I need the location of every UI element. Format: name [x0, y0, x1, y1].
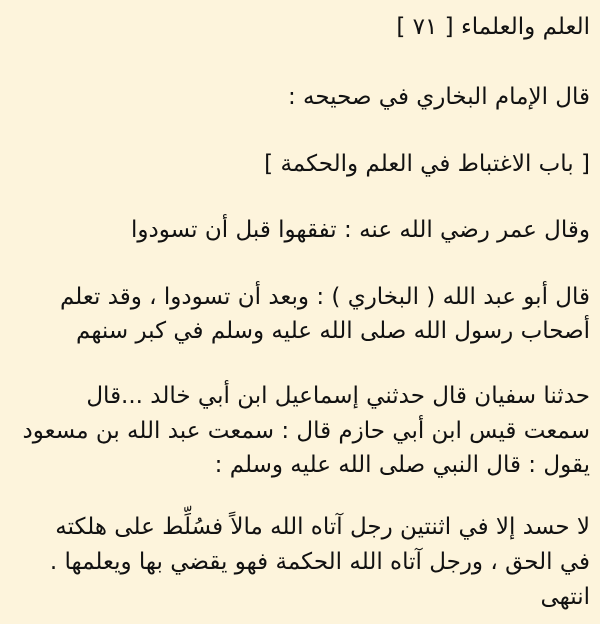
- text-line: سمعت قيس ابن أبي حازم قال : سمعت عبد الله بن مسعود: [22, 418, 590, 444]
- text-line: لا حسد إلا في اثنتين رجل آتاه الله مالاً فسُلِّط على هلكته: [55, 514, 590, 540]
- heading-line: العلم والعلماء [ ٧١ ]: [396, 14, 590, 40]
- chapter-title-line: [ باب الاغتباط في العلم والحكمة ]: [264, 151, 590, 177]
- text-line: أصحاب رسول الله صلى الله عليه وسلم في كبر سنهم: [76, 318, 590, 344]
- text-line: انتهى: [540, 584, 590, 610]
- text-line: في الحق ، ورجل آتاه الله الحكمة فهو يقضي بها ويعلمها .: [49, 549, 590, 575]
- text-line: قال الإمام البخاري في صحيحه :: [287, 84, 590, 110]
- text-line: قال أبو عبد الله ( البخاري ) : وبعد أن تسودوا ، وقد تعلم: [59, 284, 590, 310]
- text-line: وقال عمر رضي الله عنه : تفقهوا قبل أن تسودوا: [131, 217, 590, 243]
- text-line: حدثنا سفيان قال حدثني إسماعيل ابن أبي خالد ...قال: [86, 383, 590, 409]
- text-line: يقول : قال النبي صلى الله عليه وسلم :: [214, 452, 590, 478]
